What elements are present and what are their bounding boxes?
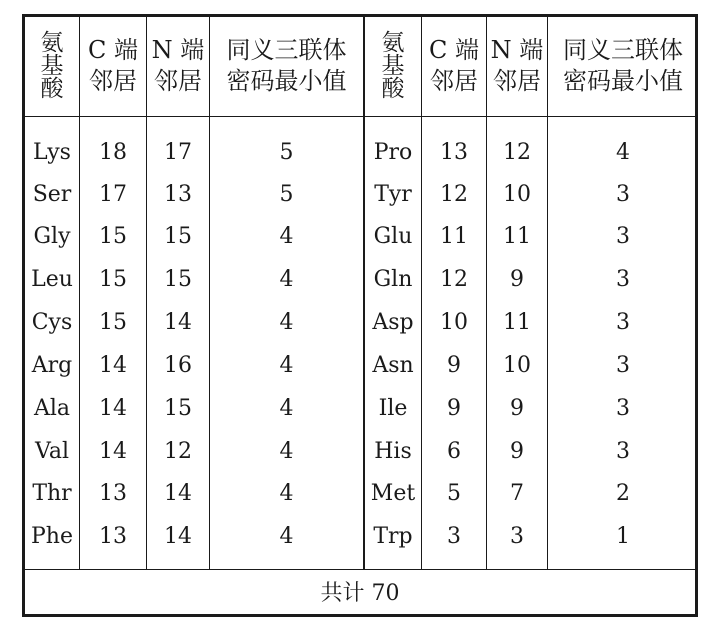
header-text: 基 [40,52,64,79]
header-text: 邻居 [89,67,137,95]
codon-table [22,14,698,617]
c-end-cell: 15 [99,267,127,292]
min-codon-cell: 3 [616,396,630,421]
amino-acid-cell: Gln [373,267,413,292]
n-end-cell: 16 [164,353,192,378]
n-end-cell: 3 [510,524,524,549]
n-end-cell: 17 [164,140,192,165]
n-end-cell: 14 [164,524,192,549]
header-n-end-neighbor [147,17,209,115]
total-row: 共计 70 [320,581,400,606]
header-text: 基 [381,52,405,79]
header-text: 同义三联体 [563,36,683,64]
header-text: 邻居 [154,67,202,95]
n-end-cell: 12 [503,140,531,165]
n-end-cell: 10 [503,353,531,378]
table-row [25,516,695,558]
header-c-end-neighbor [80,17,146,115]
header-text: 酸 [40,75,64,102]
amino-acid-cell: Ser [32,182,72,207]
min-codon-cell: 3 [616,310,630,335]
amino-acid-cell: Glu [373,224,413,249]
n-end-cell: 15 [164,224,192,249]
header-divider [25,116,695,117]
min-codon-cell: 4 [279,524,294,549]
n-end-cell: 13 [164,182,192,207]
header-min-codon [210,17,363,115]
n-end-cell: 9 [510,439,524,464]
min-codon-cell: 4 [279,353,294,378]
c-end-cell: 14 [99,396,127,421]
c-end-cell: 13 [99,481,127,506]
amino-acid-cell: Leu [31,267,73,292]
header-amino-acid [365,17,421,115]
header-text: 酸 [381,75,405,102]
n-end-cell: 14 [164,481,192,506]
header-amino-acid [25,17,79,115]
header-text: 邻居 [430,67,478,95]
amino-acid-cell: Ile [378,396,408,421]
c-end-cell: 13 [99,524,127,549]
header-text: 邻居 [493,67,541,95]
amino-acid-cell: Met [370,481,416,506]
c-end-cell: 14 [99,353,127,378]
c-end-cell: 12 [440,182,468,207]
n-end-cell: 10 [503,182,531,207]
table-row [25,473,695,515]
table-row [25,216,695,258]
c-end-cell: 9 [447,353,461,378]
min-codon-cell: 3 [616,182,630,207]
min-codon-cell: 3 [616,353,630,378]
table-row [25,345,695,387]
n-end-cell: 14 [164,310,192,335]
c-end-cell: 11 [440,224,468,249]
n-end-cell: 9 [510,396,524,421]
amino-acid-cell: Gly [33,224,71,249]
amino-acid-cell: Ala [33,396,71,421]
c-end-cell: 18 [99,140,127,165]
c-end-cell: 5 [447,481,461,506]
min-codon-cell: 4 [279,310,294,335]
amino-acid-cell: Phe [31,524,73,549]
table-row [25,259,695,301]
c-end-cell: 3 [447,524,461,549]
min-codon-cell: 4 [279,396,294,421]
c-end-cell: 6 [447,439,461,464]
amino-acid-cell: Arg [31,353,73,378]
amino-acid-cell: Pro [373,140,413,165]
c-end-cell: 15 [99,310,127,335]
table-row [25,174,695,216]
header-text: 密码最小值 [226,67,347,95]
header-text: N 端 [490,36,544,64]
n-end-cell: 7 [510,481,524,506]
min-codon-cell: 3 [616,224,630,249]
min-codon-cell: 5 [279,140,294,165]
min-codon-cell: 3 [616,267,630,292]
n-end-cell: 15 [164,267,192,292]
c-end-cell: 10 [440,310,468,335]
n-end-cell: 12 [164,439,192,464]
min-codon-cell: 5 [279,182,294,207]
header-min-codon [548,17,698,115]
header-n-end-neighbor [487,17,547,115]
min-codon-cell: 2 [616,481,630,506]
amino-acid-cell: Asp [372,310,414,335]
table-row [25,388,695,430]
amino-acid-cell: Tyr [374,182,412,207]
header-text: 氨 [40,29,64,56]
n-end-cell: 11 [503,224,531,249]
table-row [25,132,695,174]
min-codon-cell: 1 [616,524,630,549]
c-end-cell: 17 [99,182,127,207]
min-codon-cell: 4 [279,267,294,292]
n-end-cell: 11 [503,310,531,335]
min-codon-cell: 4 [279,481,294,506]
header-text: C 端 [429,36,479,64]
header-text: 氨 [381,29,405,56]
amino-acid-cell: Cys [31,310,73,335]
table-row [25,431,695,473]
min-codon-cell: 3 [616,439,630,464]
min-codon-cell: 4 [616,140,630,165]
amino-acid-cell: Val [34,439,70,464]
c-end-cell: 9 [447,396,461,421]
amino-acid-cell: Lys [33,140,71,165]
n-end-cell: 9 [510,267,524,292]
table-row [25,302,695,344]
amino-acid-cell: Thr [32,481,72,506]
min-codon-cell: 4 [279,439,294,464]
amino-acid-cell: Trp [373,524,413,549]
min-codon-cell: 4 [279,224,294,249]
header-text: 同义三联体 [226,36,347,64]
header-c-end-neighbor [422,17,486,115]
header-text: N 端 [151,36,205,64]
amino-acid-cell: His [374,439,412,464]
n-end-cell: 15 [164,396,192,421]
c-end-cell: 12 [440,267,468,292]
c-end-cell: 13 [440,140,468,165]
header-text: 密码最小值 [563,67,683,95]
c-end-cell: 15 [99,224,127,249]
c-end-cell: 14 [99,439,127,464]
amino-acid-cell: Asn [372,353,414,378]
header-text: C 端 [88,36,138,64]
